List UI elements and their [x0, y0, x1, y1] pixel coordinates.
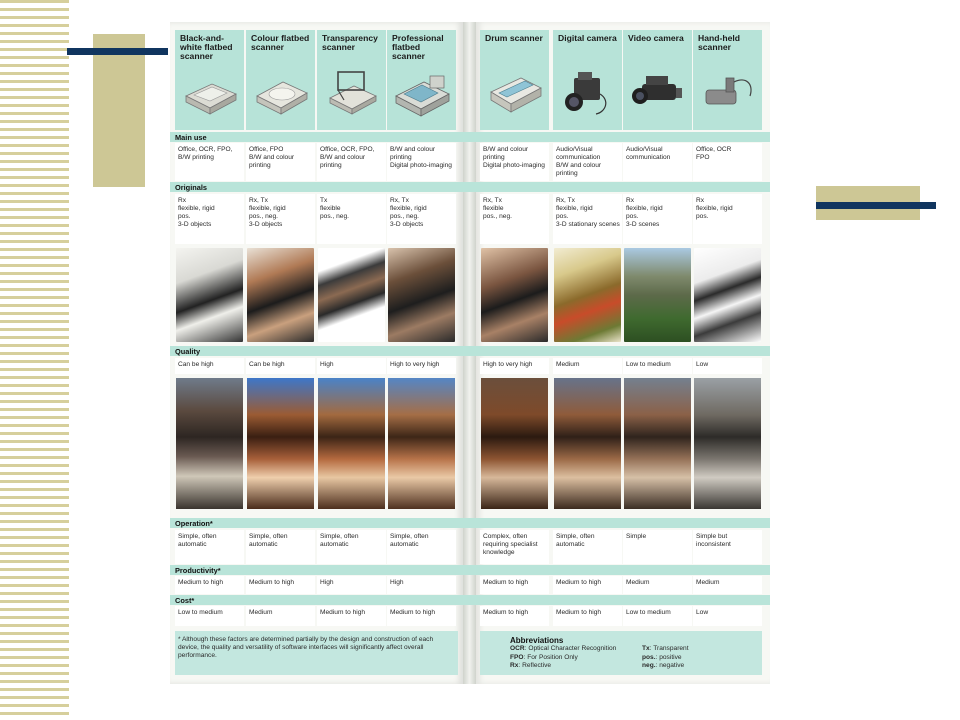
- row-label-productivity: Productivity*: [175, 566, 221, 575]
- cell-productivity-colour-flatbed: Medium to high: [249, 579, 295, 586]
- cell-main-use-professional-flatbed: B/W and colour printing Digital photo-imaging: [390, 146, 452, 170]
- cell-main-use-bw-flatbed: Office, OCR, FPO, B/W printing: [178, 146, 233, 162]
- sample-originals-image-video-camera: [624, 248, 691, 342]
- cell-originals-bw-flatbed: Rx flexible, rigid pos. 3-D objects: [178, 197, 215, 229]
- cell-quality-transparency: High: [320, 361, 334, 368]
- cell-main-use-video-camera: Audio/Visual communication: [626, 146, 671, 162]
- quality-sample-photo-digital-camera: [554, 378, 621, 509]
- cell-originals-drum: Rx, Tx flexible pos., neg.: [483, 197, 512, 221]
- abbr-rx-key: Rx: [510, 662, 519, 669]
- cell-quality-digital-camera: Medium: [556, 361, 580, 368]
- column-professional-flatbed: [387, 22, 456, 684]
- digital-camera-device-icon: [560, 66, 616, 118]
- cell-originals-digital-camera: Rx, Tx flexible, rigid pos. 3-D stationary scenes: [556, 197, 620, 229]
- cell-operation-digital-camera: Simple, often automatic: [556, 533, 595, 549]
- abbr-fpo-key: FPO: [510, 653, 524, 661]
- cell-operation-colour-flatbed: Simple, often automatic: [249, 533, 288, 549]
- cell-productivity-drum: Medium to high: [483, 579, 529, 586]
- quality-sample-photo-hand-held: [694, 378, 761, 509]
- cell-operation-transparency: Simple, often automatic: [320, 533, 359, 549]
- cell-originals-colour-flatbed: Rx, Tx flexible, rigid pos., neg. 3-D objects: [249, 197, 286, 229]
- abbr-ocr-key: OCR: [510, 645, 525, 652]
- column-digital-camera: [553, 22, 622, 684]
- colour-flatbed-device-icon: [253, 66, 309, 118]
- scanner-comparison-chart: [170, 22, 770, 684]
- transparency-device-icon: [324, 66, 380, 118]
- sample-originals-image-digital-camera: [554, 248, 621, 342]
- video-camera-device-icon: [630, 66, 686, 118]
- cell-cost-professional-flatbed: Medium to high: [390, 609, 436, 616]
- cell-productivity-video-camera: Medium: [626, 579, 650, 586]
- abbr-pos-key: pos.: [642, 653, 656, 661]
- cell-cost-transparency: Medium to high: [320, 609, 366, 616]
- cell-productivity-bw-flatbed: Medium to high: [178, 579, 224, 586]
- cell-productivity-digital-camera: Medium to high: [556, 579, 602, 586]
- sample-originals-image-colour-flatbed: [247, 248, 314, 342]
- column-title-colour-flatbed: Colour flatbed scanner: [251, 33, 310, 52]
- column-title-transparency: Transparency scanner: [322, 33, 378, 52]
- column-title-drum: Drum scanner: [485, 33, 543, 43]
- bw-flatbed-device-icon: [182, 66, 238, 118]
- quality-sample-photo-professional-flatbed: [388, 378, 455, 509]
- row-label-quality: Quality: [175, 347, 201, 356]
- drum-device-icon: [487, 66, 543, 118]
- abbr-neg-value: : negative: [655, 662, 685, 669]
- abbr-neg-key: neg.: [642, 662, 656, 669]
- cell-productivity-hand-held: Medium: [696, 579, 720, 586]
- cell-quality-hand-held: Low: [696, 361, 709, 368]
- quality-sample-photo-drum: [481, 378, 548, 509]
- abbr-tx-value: : Transparent: [649, 645, 689, 652]
- cell-productivity-professional-flatbed: High: [390, 579, 404, 586]
- cell-cost-digital-camera: Medium to high: [556, 609, 602, 616]
- cell-cost-drum: Medium to high: [483, 609, 529, 616]
- professional-flatbed-device-icon: [394, 66, 450, 118]
- cell-quality-colour-flatbed: Can be high: [249, 361, 285, 368]
- column-transparency: [317, 22, 386, 684]
- column-hand-held: [693, 22, 762, 684]
- cell-originals-hand-held: Rx flexible, rigid pos.: [696, 197, 733, 221]
- cell-productivity-transparency: High: [320, 579, 334, 586]
- quality-sample-photo-video-camera: [624, 378, 691, 509]
- cell-originals-professional-flatbed: Rx, Tx flexible, rigid pos., neg. 3-D objects: [390, 197, 427, 229]
- cell-cost-colour-flatbed: Medium: [249, 609, 273, 616]
- column-title-digital-camera: Digital camera: [558, 33, 617, 43]
- sample-originals-image-bw-flatbed: [176, 248, 243, 342]
- cell-quality-bw-flatbed: Can be high: [178, 361, 214, 368]
- cell-main-use-transparency: Office, OCR, FPO, B/W and colour printing: [320, 146, 375, 170]
- abbr-ocr-value: : Optical Character Recognition: [524, 645, 617, 652]
- cell-main-use-drum: B/W and colour printing Digital photo-imaging: [483, 146, 545, 170]
- cell-cost-bw-flatbed: Low to medium: [178, 609, 223, 616]
- cell-main-use-colour-flatbed: Office, FPO B/W and colour printing: [249, 146, 295, 170]
- row-label-cost: Cost*: [175, 596, 195, 605]
- hand-held-device-icon: [700, 66, 756, 118]
- cell-cost-hand-held: Low: [696, 609, 709, 616]
- accent-line-top-left: [67, 48, 168, 55]
- accent-block-top-left: [93, 34, 145, 187]
- row-label-operation: Operation*: [175, 519, 213, 528]
- cell-quality-video-camera: Low to medium: [626, 361, 671, 368]
- abbr-pos-value: : positive: [655, 653, 682, 661]
- column-title-bw-flatbed: Black-and-white flatbed scanner: [180, 33, 233, 61]
- cell-main-use-digital-camera: Audio/Visual communication B/W and colour printing: [556, 146, 602, 178]
- row-label-originals: Originals: [175, 183, 208, 192]
- abbr-fpo-value: : For Position Only: [523, 653, 578, 661]
- cell-quality-drum: High to very high: [483, 361, 533, 368]
- cell-operation-professional-flatbed: Simple, often automatic: [390, 533, 429, 549]
- quality-sample-photo-bw-flatbed: [176, 378, 243, 509]
- cell-operation-bw-flatbed: Simple, often automatic: [178, 533, 217, 549]
- footnote-text: * Although these factors are determined partially by the design and construction of each device, the quality and versatility of software interfaces will significantly affect overall performance.: [178, 636, 434, 659]
- accent-line-right: [816, 202, 936, 209]
- row-label-main-use: Main use: [175, 133, 207, 142]
- cell-operation-hand-held: Simple but inconsistent: [696, 533, 731, 549]
- abbr-rx-value: : Reflective: [518, 662, 552, 669]
- column-title-professional-flatbed: Professional flatbed scanner: [392, 33, 444, 61]
- cell-operation-drum: Complex, often requiring specialist knowledge: [483, 533, 538, 557]
- sample-originals-image-transparency: [318, 248, 385, 342]
- quality-sample-photo-colour-flatbed: [247, 378, 314, 509]
- sample-originals-image-drum: [481, 248, 548, 342]
- column-colour-flatbed: [246, 22, 315, 684]
- sample-originals-image-hand-held: [694, 248, 761, 342]
- cell-originals-video-camera: Rx flexible, rigid pos. 3-D scenes: [626, 197, 663, 229]
- cell-main-use-hand-held: Office, OCR FPO: [696, 146, 732, 162]
- column-bw-flatbed: [175, 22, 244, 684]
- cell-quality-professional-flatbed: High to very high: [390, 361, 440, 368]
- left-stripe-decoration: [0, 0, 69, 720]
- abbreviations-title: Abbreviations: [510, 636, 564, 645]
- abbreviations-list-left: [510, 645, 616, 671]
- cell-originals-transparency: Tx flexible pos., neg.: [320, 197, 349, 221]
- cell-cost-video-camera: Low to medium: [626, 609, 671, 616]
- cell-operation-video-camera: Simple: [626, 533, 647, 540]
- column-title-video-camera: Video camera: [628, 33, 684, 43]
- quality-sample-photo-transparency: [318, 378, 385, 509]
- sample-originals-image-professional-flatbed: [388, 248, 455, 342]
- abbr-tx-key: Tx: [642, 645, 650, 652]
- column-video-camera: [623, 22, 692, 684]
- abbreviations-list-right: [642, 645, 689, 671]
- column-title-hand-held: Hand-held scanner: [698, 33, 741, 52]
